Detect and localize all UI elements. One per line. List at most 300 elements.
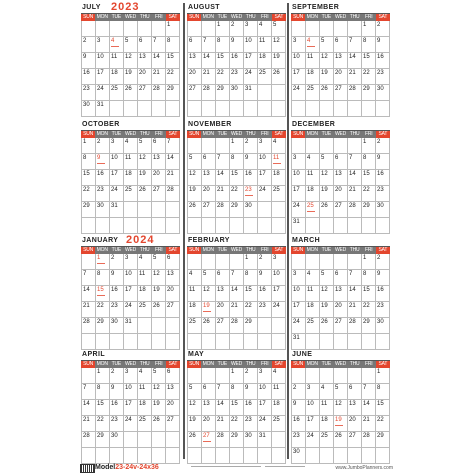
day-number: 10 xyxy=(97,54,104,60)
day-cell xyxy=(244,302,258,318)
weekday-header-row xyxy=(291,246,390,254)
day-number: 22 xyxy=(377,417,384,423)
day-cell xyxy=(244,37,258,53)
day-cell xyxy=(334,416,348,432)
day-cell xyxy=(96,170,110,186)
month-header xyxy=(81,120,180,130)
day-cell xyxy=(320,154,334,170)
day-cell xyxy=(334,318,348,334)
day-cell xyxy=(244,318,258,334)
day-cell xyxy=(306,202,320,218)
weekday-label: WED xyxy=(230,247,243,253)
day-cell xyxy=(258,186,272,202)
day-number: 8 xyxy=(245,271,249,277)
day-cell xyxy=(188,286,202,302)
day-number: 12 xyxy=(321,54,328,60)
day-cell xyxy=(244,170,258,186)
day-grid xyxy=(81,21,180,117)
day-grid xyxy=(187,138,286,234)
day-number: 23 xyxy=(83,86,90,92)
day-cell xyxy=(258,302,272,318)
day-cell xyxy=(188,334,202,350)
month-march xyxy=(291,236,390,348)
model-prefix: Model xyxy=(95,464,116,471)
day-number: 2 xyxy=(377,22,381,28)
day-cell xyxy=(320,186,334,202)
day-cell xyxy=(258,218,272,234)
day-cell xyxy=(292,318,306,334)
day-number: 14 xyxy=(153,54,160,60)
weekday-label: FRI xyxy=(152,247,166,254)
day-cell xyxy=(306,432,320,448)
day-cell xyxy=(138,334,152,350)
day-cell xyxy=(138,302,152,318)
day-cell xyxy=(258,334,272,350)
day-number: 14 xyxy=(83,287,90,293)
day-cell xyxy=(334,368,348,384)
day-cell xyxy=(152,432,166,448)
day-cell xyxy=(152,400,166,416)
day-cell xyxy=(188,154,202,170)
day-cell xyxy=(292,302,306,318)
day-number: 11 xyxy=(273,385,280,391)
day-cell xyxy=(188,170,202,186)
weekday-label: FRI xyxy=(362,14,376,21)
day-cell xyxy=(124,286,138,302)
weekday-label: MON xyxy=(96,361,108,367)
day-cell xyxy=(320,202,334,218)
day-number: 29 xyxy=(363,86,370,92)
day-cell xyxy=(376,384,390,400)
day-number: 18 xyxy=(307,70,314,76)
day-number: 15 xyxy=(377,401,384,407)
weekday-label: MON xyxy=(202,14,214,20)
day-cell xyxy=(166,154,180,170)
day-number: 4 xyxy=(307,271,311,277)
month-header xyxy=(81,350,180,360)
day-cell xyxy=(334,37,348,53)
day-cell xyxy=(216,53,230,69)
day-cell xyxy=(272,138,286,154)
day-number: 26 xyxy=(321,203,328,209)
day-cell xyxy=(362,416,376,432)
day-number: 22 xyxy=(97,417,104,423)
day-number: 10 xyxy=(111,155,118,161)
day-number: 7 xyxy=(363,385,367,391)
weekday-label: SUN xyxy=(81,247,95,254)
day-number: 12 xyxy=(273,38,280,44)
day-cell xyxy=(272,400,286,416)
day-number: 20 xyxy=(167,287,174,293)
day-number: 16 xyxy=(377,171,384,177)
day-cell xyxy=(320,21,334,37)
day-number: 19 xyxy=(335,417,342,423)
day-cell xyxy=(152,21,166,37)
day-number: 6 xyxy=(217,271,221,277)
day-cell xyxy=(230,270,244,286)
day-cell xyxy=(258,286,272,302)
day-number: 19 xyxy=(321,70,328,76)
day-number: 27 xyxy=(335,86,342,92)
day-cell xyxy=(166,416,180,432)
day-cell xyxy=(348,85,362,101)
day-number: 31 xyxy=(111,203,118,209)
day-cell xyxy=(362,21,376,37)
day-cell xyxy=(362,384,376,400)
day-cell xyxy=(230,218,244,234)
day-number: 31 xyxy=(125,319,132,325)
day-cell xyxy=(216,202,230,218)
day-cell xyxy=(348,270,362,286)
day-cell xyxy=(244,138,258,154)
day-cell xyxy=(124,37,138,53)
day-cell xyxy=(306,334,320,350)
day-cell xyxy=(292,21,306,37)
day-cell xyxy=(348,101,362,117)
day-cell xyxy=(230,334,244,350)
day-number: 2 xyxy=(377,255,381,261)
day-cell xyxy=(292,384,306,400)
day-cell xyxy=(202,400,216,416)
day-cell xyxy=(320,53,334,69)
column-separator xyxy=(287,3,289,459)
day-cell xyxy=(272,53,286,69)
day-number: 10 xyxy=(273,271,280,277)
day-number: 11 xyxy=(111,54,118,60)
day-number: 18 xyxy=(139,287,146,293)
day-cell xyxy=(110,101,124,117)
weekday-label: FRI xyxy=(152,361,166,368)
day-cell xyxy=(110,21,124,37)
day-cell xyxy=(320,416,334,432)
day-cell xyxy=(82,416,96,432)
day-number: 13 xyxy=(217,287,224,293)
day-cell xyxy=(362,334,376,350)
day-cell xyxy=(306,37,320,53)
day-number: 19 xyxy=(189,187,196,193)
weekday-label: MON xyxy=(306,131,318,137)
day-cell xyxy=(230,368,244,384)
day-cell xyxy=(124,400,138,416)
weekday-label: WED xyxy=(334,131,347,137)
day-cell xyxy=(152,69,166,85)
day-cell xyxy=(202,53,216,69)
day-cell xyxy=(202,270,216,286)
day-cell xyxy=(362,368,376,384)
month-january xyxy=(81,236,180,348)
day-number: 27 xyxy=(189,86,196,92)
day-cell xyxy=(152,202,166,218)
day-number: 13 xyxy=(189,54,196,60)
day-number: 1 xyxy=(83,139,87,145)
day-cell xyxy=(82,138,96,154)
day-number: 24 xyxy=(259,417,266,423)
day-number: 24 xyxy=(293,86,300,92)
day-number: 23 xyxy=(97,187,104,193)
day-number: 16 xyxy=(111,287,118,293)
day-cell xyxy=(306,21,320,37)
weekday-label: THU xyxy=(348,247,362,254)
day-cell xyxy=(152,334,166,350)
day-cell xyxy=(96,21,110,37)
month-header xyxy=(291,120,390,130)
month-header xyxy=(187,3,286,13)
day-number: 2 xyxy=(377,139,381,145)
day-cell xyxy=(216,318,230,334)
day-number: 28 xyxy=(231,319,238,325)
day-number: 23 xyxy=(111,303,118,309)
day-number: 3 xyxy=(97,38,101,44)
day-cell xyxy=(216,154,230,170)
day-number: 1 xyxy=(245,255,249,261)
day-number: 14 xyxy=(363,401,370,407)
day-number: 4 xyxy=(139,255,143,261)
day-number: 10 xyxy=(259,155,266,161)
weekday-label: TUE xyxy=(109,247,123,254)
day-number: 9 xyxy=(231,38,235,44)
day-number: 11 xyxy=(139,271,146,277)
day-cell xyxy=(152,384,166,400)
day-cell xyxy=(138,85,152,101)
day-number: 22 xyxy=(363,187,370,193)
day-cell xyxy=(216,286,230,302)
weekday-label: TUE xyxy=(109,361,123,368)
day-cell xyxy=(362,85,376,101)
day-cell xyxy=(272,21,286,37)
day-number: 28 xyxy=(83,433,90,439)
day-number: 31 xyxy=(293,219,300,225)
weekday-label: SAT xyxy=(376,247,390,254)
day-cell xyxy=(244,270,258,286)
weekday-header-row xyxy=(81,130,180,138)
day-cell xyxy=(152,302,166,318)
day-cell xyxy=(272,302,286,318)
day-cell xyxy=(306,286,320,302)
day-number: 29 xyxy=(363,319,370,325)
day-cell xyxy=(348,286,362,302)
day-cell xyxy=(152,318,166,334)
day-cell xyxy=(230,53,244,69)
weekday-label: WED xyxy=(334,247,347,253)
day-number: 22 xyxy=(167,70,174,76)
day-number: 20 xyxy=(335,303,342,309)
day-number: 21 xyxy=(203,70,210,76)
day-number: 5 xyxy=(153,369,157,375)
day-cell xyxy=(258,202,272,218)
weekday-label: SAT xyxy=(166,14,180,21)
day-number: 2 xyxy=(231,22,235,28)
weekday-label: TUE xyxy=(109,14,123,21)
weekday-label: TUE xyxy=(319,247,333,254)
day-number: 29 xyxy=(97,319,104,325)
month-name: NOVEMBER xyxy=(188,121,232,128)
day-number: 28 xyxy=(349,86,356,92)
day-number: 14 xyxy=(167,155,174,161)
day-cell xyxy=(188,186,202,202)
day-cell xyxy=(202,416,216,432)
day-number: 14 xyxy=(203,54,210,60)
weekday-label: FRI xyxy=(362,247,376,254)
day-cell xyxy=(348,318,362,334)
day-grid xyxy=(187,21,286,117)
day-cell xyxy=(230,400,244,416)
day-number: 5 xyxy=(189,155,193,161)
day-cell xyxy=(188,318,202,334)
day-cell xyxy=(272,218,286,234)
day-cell xyxy=(96,270,110,286)
day-cell xyxy=(292,270,306,286)
day-cell xyxy=(348,254,362,270)
day-cell xyxy=(82,384,96,400)
day-cell xyxy=(124,416,138,432)
month-header xyxy=(291,236,390,246)
day-cell xyxy=(152,254,166,270)
day-cell xyxy=(166,170,180,186)
day-number: 30 xyxy=(377,203,384,209)
day-cell xyxy=(376,318,390,334)
day-cell xyxy=(202,368,216,384)
day-cell xyxy=(272,254,286,270)
day-number: 30 xyxy=(293,449,300,455)
day-number: 22 xyxy=(363,70,370,76)
day-number: 26 xyxy=(153,417,160,423)
day-number: 18 xyxy=(139,401,146,407)
day-cell xyxy=(96,53,110,69)
month-february xyxy=(187,236,286,348)
day-cell xyxy=(244,254,258,270)
holiday-note xyxy=(203,311,211,312)
weekday-label: THU xyxy=(244,361,258,368)
day-cell xyxy=(362,101,376,117)
day-number: 28 xyxy=(217,203,224,209)
day-number: 7 xyxy=(83,271,87,277)
day-cell xyxy=(216,368,230,384)
day-cell xyxy=(244,101,258,117)
day-cell xyxy=(376,416,390,432)
day-cell xyxy=(244,85,258,101)
day-cell xyxy=(152,368,166,384)
weekday-label: SAT xyxy=(376,361,390,368)
weekday-label: FRI xyxy=(258,361,272,368)
day-cell xyxy=(362,138,376,154)
day-cell xyxy=(188,368,202,384)
day-cell xyxy=(272,416,286,432)
day-number: 5 xyxy=(321,155,325,161)
day-cell xyxy=(166,101,180,117)
day-number: 21 xyxy=(349,187,356,193)
day-cell xyxy=(362,170,376,186)
weekday-label: TUE xyxy=(109,131,123,138)
weekday-label: TUE xyxy=(319,361,333,368)
day-number: 21 xyxy=(167,171,174,177)
day-cell xyxy=(334,138,348,154)
day-number: 27 xyxy=(335,203,342,209)
day-cell xyxy=(202,170,216,186)
day-cell xyxy=(216,85,230,101)
day-cell xyxy=(138,37,152,53)
day-cell xyxy=(292,400,306,416)
day-cell xyxy=(216,254,230,270)
day-number: 15 xyxy=(97,287,104,293)
day-cell xyxy=(188,400,202,416)
day-number: 19 xyxy=(321,303,328,309)
weekday-label: SAT xyxy=(376,14,390,21)
day-grid xyxy=(81,254,180,350)
day-cell xyxy=(244,69,258,85)
day-number: 20 xyxy=(167,401,174,407)
day-cell xyxy=(376,334,390,350)
day-cell xyxy=(202,254,216,270)
day-cell xyxy=(82,286,96,302)
holiday-note xyxy=(97,295,105,296)
month-july xyxy=(81,3,180,115)
day-number: 4 xyxy=(125,139,129,145)
day-cell xyxy=(152,186,166,202)
day-number: 10 xyxy=(293,287,300,293)
weekday-label: SUN xyxy=(187,131,201,138)
day-cell xyxy=(258,85,272,101)
day-cell xyxy=(348,170,362,186)
day-cell xyxy=(124,186,138,202)
day-number: 26 xyxy=(335,433,342,439)
weekday-label: SUN xyxy=(187,361,201,368)
day-cell xyxy=(110,254,124,270)
weekday-label: WED xyxy=(124,14,137,20)
day-number: 1 xyxy=(217,22,221,28)
day-cell xyxy=(320,254,334,270)
day-cell xyxy=(138,254,152,270)
day-number: 23 xyxy=(259,303,266,309)
day-cell xyxy=(362,286,376,302)
day-cell xyxy=(82,37,96,53)
day-number: 25 xyxy=(125,187,132,193)
day-cell xyxy=(216,170,230,186)
day-cell xyxy=(110,270,124,286)
month-header xyxy=(187,350,286,360)
day-cell xyxy=(334,286,348,302)
day-number: 10 xyxy=(293,171,300,177)
day-number: 31 xyxy=(97,102,104,108)
day-number: 22 xyxy=(97,303,104,309)
day-cell xyxy=(188,69,202,85)
weekday-label: MON xyxy=(202,131,214,137)
day-number: 24 xyxy=(273,303,280,309)
day-number: 5 xyxy=(321,38,325,44)
day-cell xyxy=(202,384,216,400)
month-september xyxy=(291,3,390,115)
day-number: 4 xyxy=(189,271,193,277)
day-cell xyxy=(348,416,362,432)
day-number: 24 xyxy=(97,86,104,92)
day-cell xyxy=(320,101,334,117)
day-number: 24 xyxy=(293,203,300,209)
day-number: 26 xyxy=(153,303,160,309)
day-cell xyxy=(272,368,286,384)
day-cell xyxy=(82,170,96,186)
day-cell xyxy=(124,368,138,384)
day-number: 2 xyxy=(245,369,249,375)
day-cell xyxy=(110,432,124,448)
day-number: 8 xyxy=(231,155,235,161)
day-number: 23 xyxy=(111,417,118,423)
day-cell xyxy=(96,400,110,416)
weekday-label: FRI xyxy=(362,361,376,368)
weekday-header-row xyxy=(291,130,390,138)
weekday-header-row xyxy=(291,13,390,21)
weekday-header-row xyxy=(187,246,286,254)
day-cell xyxy=(124,138,138,154)
holiday-note xyxy=(307,46,315,47)
